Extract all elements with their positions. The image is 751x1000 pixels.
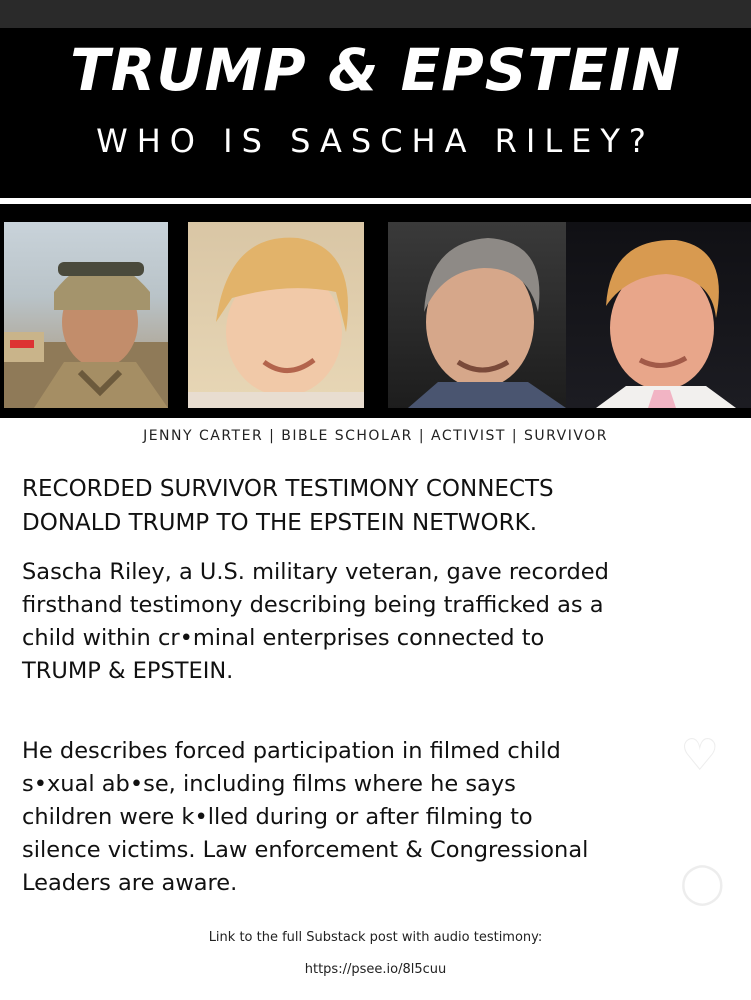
body-line: Sascha Riley, a U.S. military veteran, gave recorded bbox=[22, 559, 609, 585]
body-line: TRUMP & EPSTEIN. bbox=[22, 658, 234, 684]
body-line: child within cr•minal enterprises connected to bbox=[22, 625, 545, 651]
body-line: firsthand testimony describing being trafficked as a bbox=[22, 592, 604, 618]
header-banner bbox=[0, 28, 751, 198]
body-line: Leaders are aware. bbox=[22, 870, 238, 896]
photo-soldier bbox=[4, 222, 168, 408]
top-band bbox=[0, 0, 751, 28]
body-line: silence victims. Law enforcement & Congressional bbox=[22, 837, 589, 863]
photo-epstein bbox=[388, 222, 566, 408]
byline: JENNY CARTER | BIBLE SCHOLAR | ACTIVIST | SURVIVOR bbox=[143, 428, 608, 444]
photo-strip bbox=[0, 204, 751, 418]
body-paragraph-2 bbox=[22, 735, 734, 900]
headline bbox=[22, 472, 732, 540]
body-line: s•xual ab•se, including films where he says bbox=[22, 771, 516, 797]
heart-icon[interactable]: ♡ bbox=[680, 730, 720, 781]
footer-link[interactable]: https://psee.io/8l5cuu bbox=[304, 962, 447, 977]
body-line: children were k•lled during or after filming to bbox=[22, 804, 533, 830]
footer-note: Link to the full Substack post with audio testimony: bbox=[208, 930, 543, 945]
comment-icon[interactable]: ◯ bbox=[680, 860, 725, 906]
headline-line: DONALD TRUMP TO THE EPSTEIN NETWORK. bbox=[22, 510, 538, 536]
page-subtitle: WHO IS SASCHA RILEY? bbox=[96, 122, 655, 160]
body-paragraph-1 bbox=[22, 556, 734, 688]
headline-line: RECORDED SURVIVOR TESTIMONY CONNECTS bbox=[22, 476, 554, 502]
photo-boy bbox=[188, 222, 364, 408]
page-title: TRUMP & EPSTEIN bbox=[70, 36, 681, 104]
photo-trump bbox=[566, 222, 751, 408]
body-line: He describes forced participation in filmed child bbox=[22, 738, 561, 764]
